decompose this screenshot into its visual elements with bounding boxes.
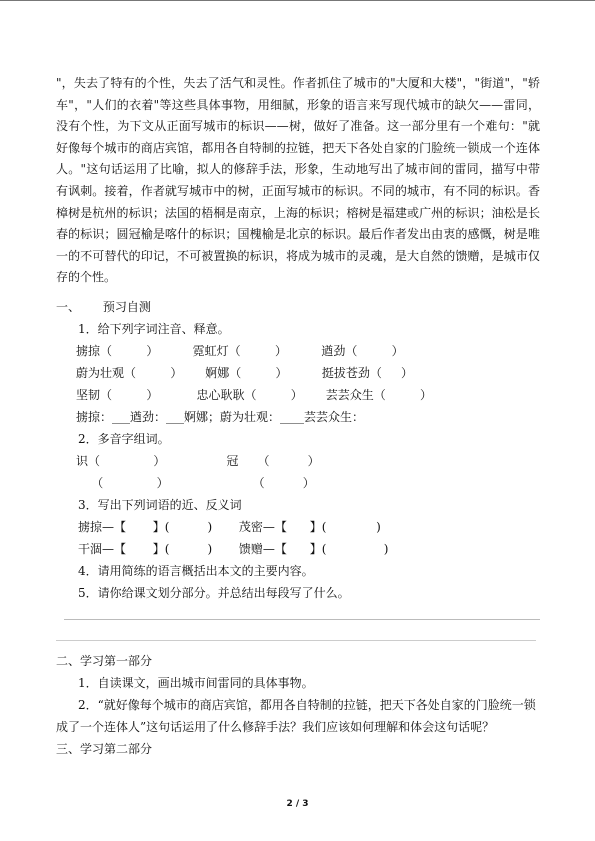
question-1: 1．给下列字词注音、释意。 [78,322,230,336]
q1-row-2: 蔚为壮观（ ） 婀娜（ ） 挺拔苍劲（ ） [76,366,413,380]
section-divider [56,640,536,641]
q2-row-1: 识（ ） 冠 （ ） [76,454,320,468]
q1-row-1: 掳掠（ ） 霓虹灯（ ） 遒劲（ ） [76,344,404,358]
page-number: 2 / 3 [286,799,309,809]
answer-line [64,619,540,620]
section-2-heading: 二、学习第一部分 [56,654,153,668]
question-5: 5．请你给课文划分部分。并总结出每段写了什么。 [78,586,350,600]
q2-row-2: （ ） （ ） [76,476,315,490]
q3-row-1: 掳掠—【 】( ) 茂密—【 】( ) [78,520,381,534]
question-2: 2．多音字组词。 [78,432,170,446]
section-2-question-1: 1．自读课文，画出城市间雷同的具体事物。 [78,676,314,690]
q3-row-2: 干涸—【 】( ) 馈赠—【 】( ) [78,542,389,556]
section-2-question-2-line-1: 2．“就好像每个城市的商店宾馆，都用各自特制的拉链，把天下各处自家的门脸统一锁 [78,698,536,712]
q1-row-3: 坚韧（ ） 忠心耿耿（ ） 芸芸众生（ ） [76,388,433,402]
page-top-border [0,0,595,1]
section-1-heading: 一、 预习自测 [56,300,151,314]
question-3: 3．写出下列词语的近、反义词 [78,498,242,512]
section-3-heading: 三、学习第二部分 [56,742,153,756]
q1-row-4: 掳掠：___遒劲：___婀娜；蔚为壮观：____芸芸众生： [76,410,365,424]
analysis-paragraph [56,73,540,289]
section-2-question-2-line-2: 成了一个连体人”这句话运用了什么修辞手法？我们应该如何理解和体会这句话呢？ [56,720,495,734]
question-4: 4．请用简练的语言概括出本文的主要内容。 [78,564,314,578]
paragraph-text: "，失去了特有的个性，失去了活气和灵性。作者抓住了城市的"大厦和大楼"，"街道"，"轿车"，"人们的衣着"等这些具体事物，用细腻，形象的语言来写现代城市的缺欠——雷同，没有个性，为下文从正面写城市的标识——树，做好了准备。这一部分里有一个难句："就好像每个城市的商店宾馆，都用各自特制的拉链，把天下各处自家的门脸统一锁成一个连体人。"这句话运用了比喻，拟人的修辞手法，形象，生动地写出了城市间的雷同，描写中带有讽刺。接着，作者就写城市中的树，正面写城市的标识。不同的城市，有不同的标识。香樟树是杭州的标识；法国的梧桐是南京，上海的标识；榕树是福建或广州的标识；油松是长春的标识；圆冠榆是喀什的标识；国槐榆是北京的标识。最后作者发出由衷的感慨，树是唯一的不可替代的印记，不可被置换的标识，将成为城市的灵魂，是大自然的馈赠，是城市仅存的个性。 [56,76,540,285]
